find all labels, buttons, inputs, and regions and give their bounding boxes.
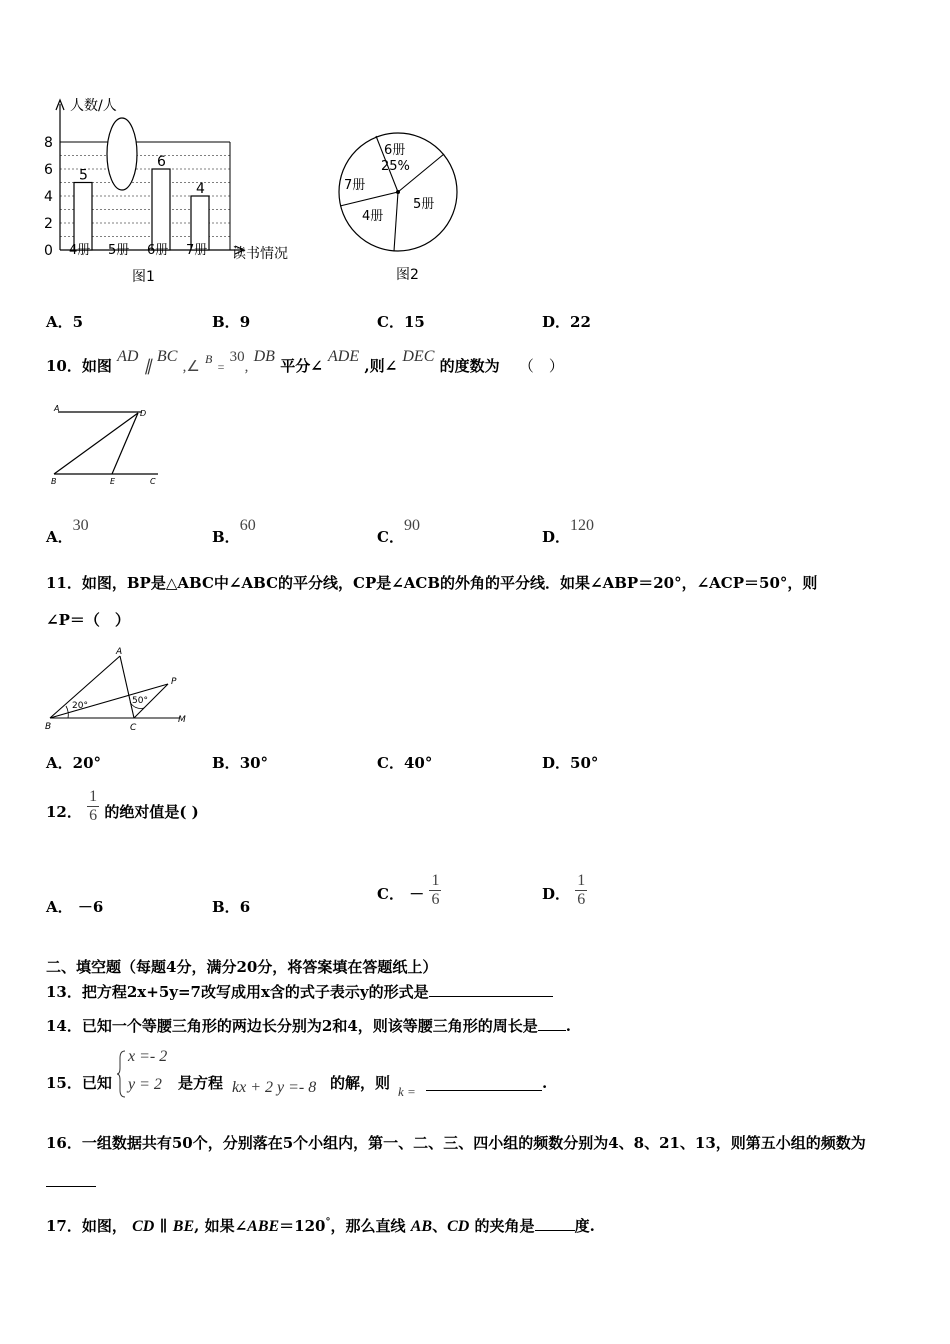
q15-brace	[116, 1050, 126, 1098]
q11-angle-50: 50°	[132, 696, 148, 706]
q12-option-d[interactable]: D． $\frac{1}{6}$	[542, 872, 586, 908]
q17: 17．如图， CD ∥ BE, 如果∠ABE＝120°，那么直线 AB、CD 的夹角是 度.	[46, 1217, 595, 1235]
bar-chart-covering-ellipse	[107, 118, 137, 190]
q11-label-p: P	[171, 677, 177, 687]
section2-heading: 二、填空题（每题4分，满分20分，将答案填在答题纸上）	[46, 958, 438, 976]
bar-chart-category-label: 5册	[108, 243, 130, 258]
bar-chart-data-label: 4	[196, 181, 205, 197]
q11-line-ac	[120, 656, 134, 718]
q10-label-c: C	[150, 477, 156, 486]
q12-fraction: $\frac{1}{6}$	[89, 788, 98, 824]
q12-option-c[interactable]: C． － $\frac{1}{6}$	[377, 872, 440, 908]
bar-chart-y-tick-label: 6	[44, 162, 53, 178]
q14: 14．已知一个等腰三角形的两边长分别为2和4，则该等腰三角形的周长是 .	[46, 1017, 571, 1035]
q10-option-b[interactable]: B．60	[212, 517, 256, 546]
pie-chart-caption: 图2	[396, 267, 419, 283]
pie-label-5: 5册	[413, 197, 435, 212]
bar-chart-category-label: 6册	[147, 243, 169, 258]
bar-chart-data-label: 6	[157, 154, 166, 170]
q11-stem-line2: ∠P＝（ ）	[46, 611, 130, 629]
bar-chart-y-tick-label: 4	[44, 189, 53, 205]
q15: 15．已知 x =- 2 y = 2 是方程 kx + 2 y =- 8 的解，则 k = .	[46, 1048, 548, 1099]
bar-chart-bar	[152, 169, 170, 250]
q9-option-a[interactable]: A．5	[46, 313, 84, 331]
q10-figure	[50, 402, 170, 492]
bar-chart-figure	[30, 92, 310, 292]
bar-chart-y-tick-label: 0	[44, 243, 53, 259]
q16: 16．一组数据共有50个，分别落在5个小组内，第一、二、三、四小组的频数分别为4、8、21、13，则第五小组的频数为	[46, 1134, 866, 1152]
q11-option-d[interactable]: D．50°	[542, 754, 599, 772]
pie-label-percent: 25%	[381, 159, 410, 174]
bar-chart-y-ticks	[44, 135, 53, 259]
q11-figure	[44, 644, 194, 736]
q11-label-c: C	[130, 723, 137, 733]
bar-chart-bars	[74, 154, 209, 250]
pie-label-4: 4册	[362, 209, 384, 224]
bar-chart-xlabel: 读书情况	[232, 246, 288, 262]
q14-answer-blank[interactable]	[538, 1016, 566, 1031]
q10-stem: 10．如图 AD ∥ BC ,∠ $^B$ = 30, DB 平分∠ ADE ,则∠ DEC 的度数为 （ ）	[46, 348, 564, 375]
q12-stem: 12． $\frac{1}{6}$ 的绝对值是( )	[46, 788, 199, 824]
q10-option-d[interactable]: D．120	[542, 517, 595, 546]
q11-angle-20: 20°	[72, 701, 88, 711]
bar-chart-bar	[191, 196, 209, 250]
q17-answer-blank[interactable]	[535, 1216, 575, 1231]
q11-option-a[interactable]: A．20°	[46, 754, 102, 772]
q11-stem-line1: 11．如图，BP是△ABC中∠ABC的平分线，CP是∠ACB的外角的平分线．如果∠ABP＝20°，∠ACP＝50°，则	[46, 574, 818, 592]
q9-option-b[interactable]: B．9	[212, 313, 251, 331]
q10-option-a[interactable]: A．30	[46, 517, 89, 546]
q11-option-c[interactable]: C．40°	[377, 754, 433, 772]
pie-label-7: 7册	[344, 178, 366, 193]
pie-chart-figure	[330, 116, 470, 286]
q9-option-d[interactable]: D．22	[542, 313, 591, 331]
q10-label-b: B	[51, 477, 57, 486]
q16-answer-blank[interactable]	[46, 1172, 96, 1187]
q11-option-b[interactable]: B．30°	[212, 754, 269, 772]
q11-label-m: M	[178, 715, 186, 725]
bar-chart-category-label: 4册	[69, 243, 91, 258]
bar-chart-caption: 图1	[132, 269, 155, 285]
q10-label-e: E	[110, 477, 116, 486]
bar-chart-bar	[74, 183, 92, 251]
q11-label-b: B	[45, 722, 52, 732]
q15-answer-blank[interactable]	[426, 1076, 542, 1091]
q10-option-c[interactable]: C．90	[377, 517, 420, 546]
bar-chart-ylabel: 人数/人	[70, 98, 117, 114]
bar-chart-data-label: 5	[79, 167, 88, 184]
q9-option-c[interactable]: C．15	[377, 313, 425, 331]
q12-option-a[interactable]: A． －6	[46, 898, 104, 916]
bar-chart-y-tick-label: 8	[44, 135, 53, 151]
q12-option-b[interactable]: B．6	[212, 898, 251, 916]
pie-label-6: 6册	[384, 143, 406, 158]
bar-chart-category-label: 7册	[186, 243, 208, 258]
q13-answer-blank[interactable]	[429, 982, 553, 997]
q10-label-a: A	[54, 404, 60, 413]
q11-label-a: A	[116, 647, 123, 657]
pie-center-dot	[396, 190, 400, 194]
q10-label-d: D	[140, 409, 147, 418]
q13: 13．把方程2x+5y=7改写成用x含的式子表示y的形式是	[46, 981, 553, 1002]
q11-angle-arc-b	[66, 706, 68, 718]
bar-chart-y-tick-label: 2	[44, 216, 53, 232]
